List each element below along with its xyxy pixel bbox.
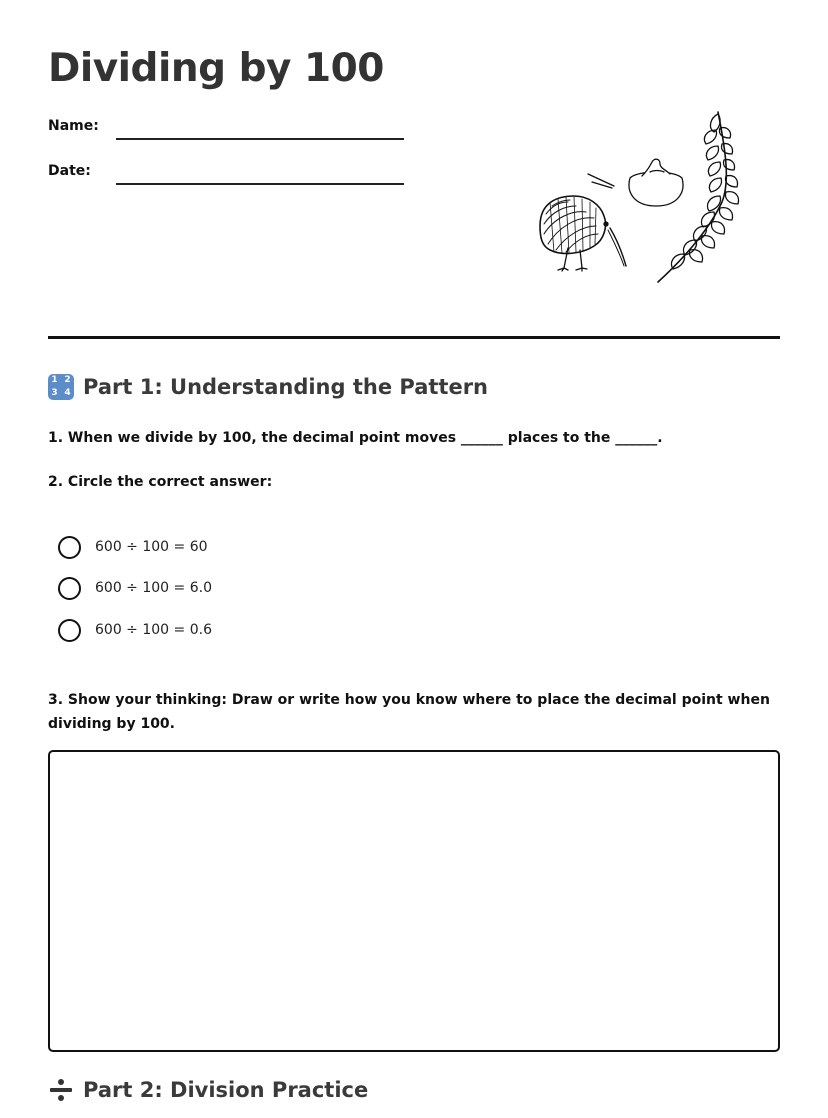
- digit-1: 1: [51, 375, 58, 385]
- name-line[interactable]: [116, 138, 404, 140]
- option-text: 600 ÷ 100 = 0.6: [95, 622, 212, 638]
- kiwi-illustration: [530, 102, 750, 286]
- part1-heading-text: Part 1: Understanding the Pattern: [83, 375, 489, 399]
- digit-4: 4: [64, 388, 71, 398]
- section-divider: [48, 336, 780, 339]
- name-field: [48, 116, 408, 146]
- answer-option[interactable]: [58, 618, 212, 642]
- date-field: [48, 161, 408, 191]
- date-label: Date:: [48, 163, 91, 179]
- thinking-answer-box[interactable]: [48, 750, 780, 1052]
- part2-heading-text: Part 2: Division Practice: [83, 1078, 369, 1102]
- question-1: 1. When we divide by 100, the decimal point moves ______ places to the ______.: [48, 430, 663, 446]
- divide-icon: [48, 1077, 74, 1103]
- kiwi-bird-icon: [540, 196, 626, 271]
- name-label: Name:: [48, 118, 99, 134]
- pavlova-icon: [629, 159, 683, 206]
- question-2: 2. Circle the correct answer:: [48, 474, 273, 490]
- digit-3: 3: [51, 388, 58, 398]
- radio-circle-icon[interactable]: [58, 619, 81, 642]
- radio-circle-icon[interactable]: [58, 536, 81, 559]
- digit-2: 2: [64, 375, 71, 385]
- date-line[interactable]: [116, 183, 404, 185]
- input-numbers-icon: [48, 374, 74, 400]
- answer-option[interactable]: [58, 535, 208, 559]
- radio-circle-icon[interactable]: [58, 577, 81, 600]
- page-title: Dividing by 100: [48, 46, 384, 91]
- part2-heading: [48, 1077, 368, 1103]
- option-text: 600 ÷ 100 = 60: [95, 539, 208, 555]
- answer-option[interactable]: [58, 576, 212, 600]
- question-3: 3. Show your thinking: Draw or write how you know where to place the decimal point when dividing by 100.: [48, 692, 770, 732]
- part1-heading: [48, 374, 488, 400]
- option-text: 600 ÷ 100 = 6.0: [95, 580, 212, 596]
